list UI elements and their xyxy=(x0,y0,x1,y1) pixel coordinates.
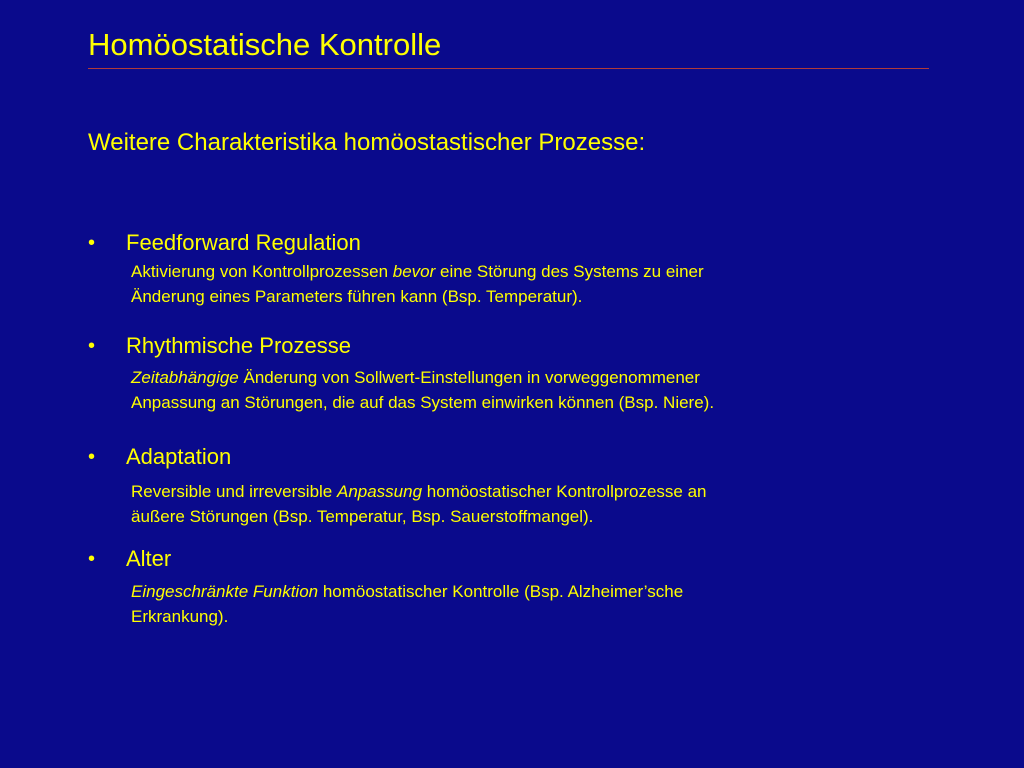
text-run: äußere Störungen (Bsp. Temperatur, Bsp. Sauerstoffmangel). xyxy=(131,507,594,526)
description-line xyxy=(131,604,891,629)
text-run: homöostatischer Kontrollprozesse an xyxy=(422,482,707,501)
item-heading: Rhythmische Prozesse xyxy=(126,333,351,358)
page-title: Homöostatische Kontrolle xyxy=(88,27,442,62)
text-run: Erkrankung). xyxy=(131,607,229,626)
emphasis-text: Eingeschränkte Funktion xyxy=(131,582,319,601)
text-run: Änderung eines Parameters führen kann (Bsp. Temperatur). xyxy=(131,287,583,306)
bullet-icon: • xyxy=(88,335,96,357)
description-line xyxy=(131,579,891,604)
item-heading: Feedforward Regulation xyxy=(126,230,361,255)
emphasis-text: Anpassung xyxy=(336,482,423,501)
item-heading: Adaptation xyxy=(126,444,232,469)
item-description xyxy=(131,365,891,415)
title-divider xyxy=(88,68,929,69)
text-run: Aktivierung von Kontrollprozessen xyxy=(131,262,393,281)
description-line xyxy=(131,479,891,504)
description-line xyxy=(131,284,891,309)
text-run: Änderung von Sollwert-Einstellungen in vorweggenommener xyxy=(238,368,700,387)
bullet-icon: • xyxy=(88,548,96,570)
emphasis-text: Zeitabhängige xyxy=(131,368,239,387)
description-line xyxy=(131,365,891,390)
emphasis-text: bevor xyxy=(392,262,436,281)
section-subtitle: Weitere Charakteristika homöostastischer Prozesse: xyxy=(88,129,646,156)
item-heading: Alter xyxy=(126,546,172,571)
text-run: eine Störung des Systems zu einer xyxy=(435,262,704,281)
item-description xyxy=(131,479,891,529)
item-description xyxy=(131,259,891,309)
bullet-icon: • xyxy=(88,446,96,468)
text-run: homöostatischer Kontrolle (Bsp. Alzheimer’sche xyxy=(318,582,684,601)
description-line xyxy=(131,504,891,529)
text-run: Reversible und irreversible xyxy=(131,482,337,501)
bullet-icon: • xyxy=(88,232,96,254)
description-line xyxy=(131,390,891,415)
item-description xyxy=(131,579,891,629)
text-run: Anpassung an Störungen, die auf das System einwirken können (Bsp. Niere). xyxy=(131,393,715,412)
description-line xyxy=(131,259,891,284)
